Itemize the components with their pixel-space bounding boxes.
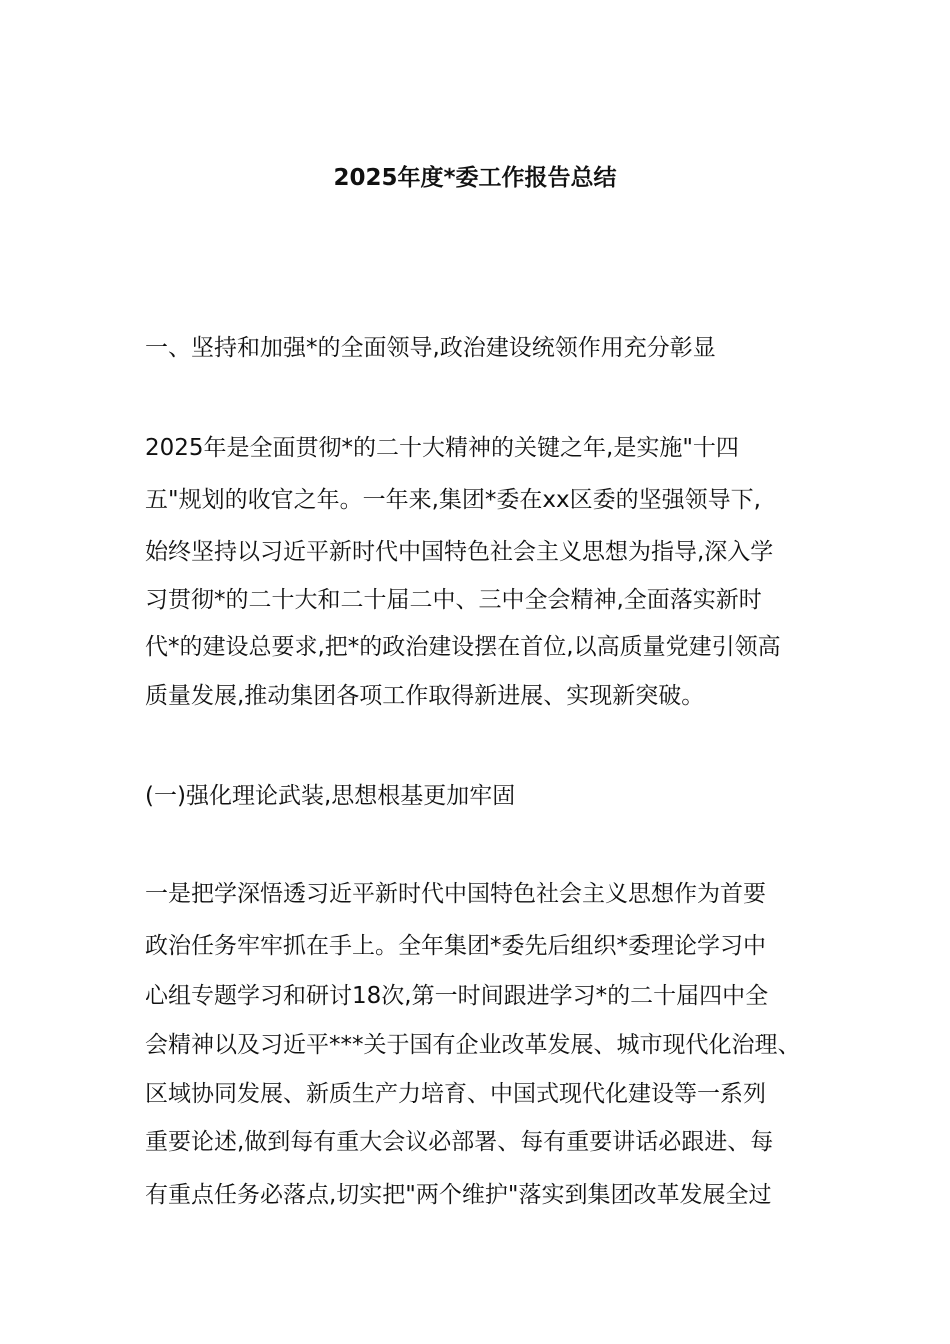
paragraph-line: 政治任务牢牢抓在手上。全年集团*委先后组织*委理论学习中: [145, 933, 766, 959]
subsection-heading: (一)强化理论武装,思想根基更加牢固: [145, 783, 516, 809]
paragraph-line: 会精神以及习近平***关于国有企业改革发展、城市现代化治理、: [145, 1032, 801, 1058]
paragraph-line: 重要论述,做到每有重大会议必部署、每有重要讲话必跟进、每: [145, 1129, 774, 1155]
paragraph-line: 区域协同发展、新质生产力培育、中国式现代化建设等一系列: [145, 1081, 766, 1107]
paragraph-line: 心组专题学习和研讨18次,第一时间跟进学习*的二十届四中全: [145, 983, 769, 1009]
paragraph-line: 五"规划的收官之年。一年来,集团*委在xx区委的坚强领导下,: [145, 487, 761, 513]
paragraph-line: 代*的建设总要求,把*的政治建设摆在首位,以高质量党建引领高: [145, 634, 781, 660]
document-title: 2025年度*委工作报告总结: [333, 165, 617, 191]
section-heading: 一、坚持和加强*的全面领导,政治建设统领作用充分彰显: [145, 335, 716, 361]
paragraph-line: 有重点任务必落点,切实把"两个维护"落实到集团改革发展全过: [145, 1182, 772, 1208]
paragraph-line: 2025年是全面贯彻*的二十大精神的关键之年,是实施"十四: [145, 435, 739, 461]
paragraph-line: 始终坚持以习近平新时代中国特色社会主义思想为指导,深入学: [145, 539, 774, 565]
paragraph-line: 质量发展,推动集团各项工作取得新进展、实现新突破。: [145, 683, 705, 709]
paragraph-line: 一是把学深悟透习近平新时代中国特色社会主义思想作为首要: [145, 881, 766, 907]
paragraph-line: 习贯彻*的二十大和二十届二中、三中全会精神,全面落实新时: [145, 587, 762, 613]
